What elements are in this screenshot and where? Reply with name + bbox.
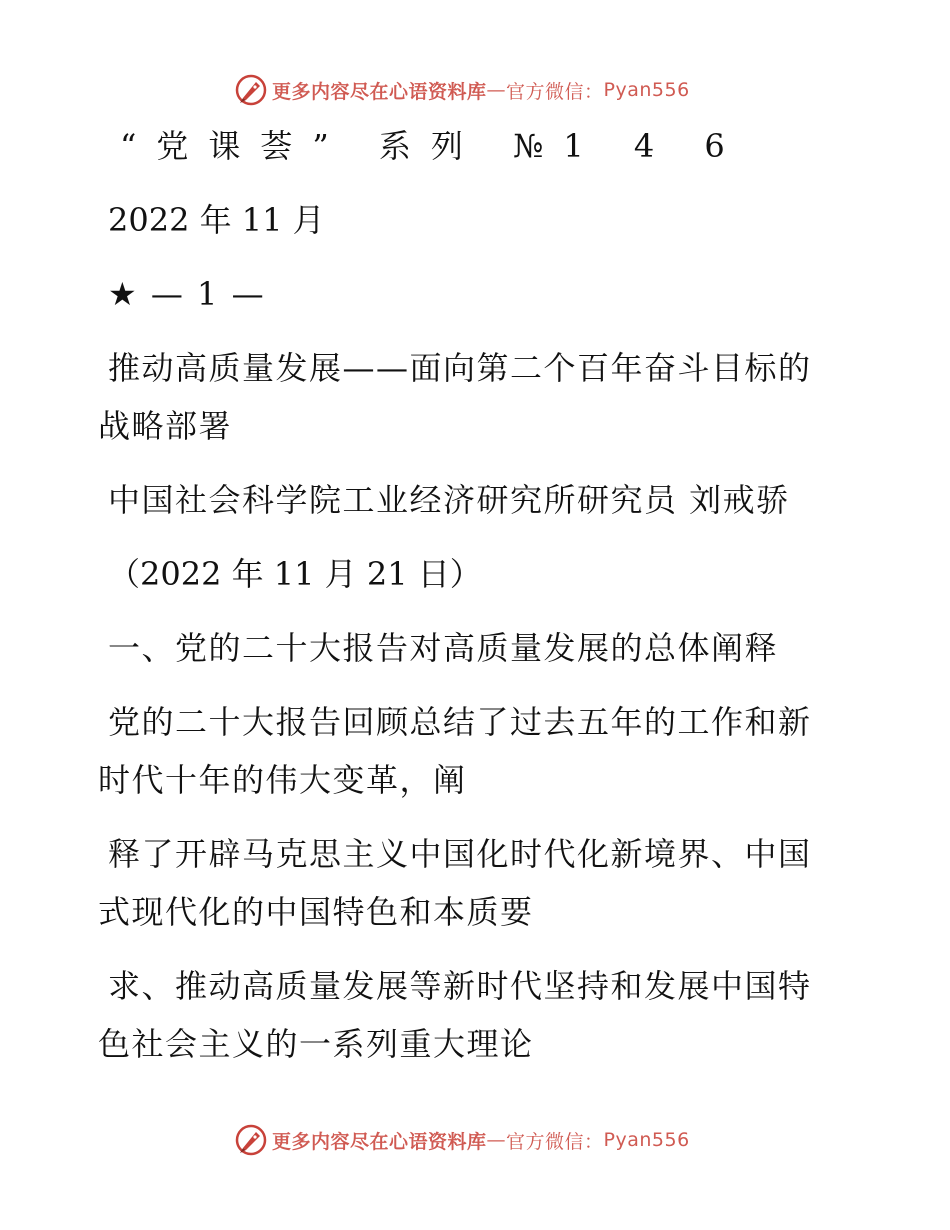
header-watermark <box>234 72 690 108</box>
watermark-dash: — <box>486 79 507 101</box>
issue-date: 2022 年 11 月 <box>108 201 325 239</box>
article-title-line-2: 战略部署 <box>98 407 233 445</box>
pen-nib-logo-icon <box>234 1123 268 1157</box>
series-line: “党课荟” 系列 №1 4 6 <box>120 127 745 165</box>
watermark-wechat-label: 官方微信： <box>506 1130 604 1153</box>
article-title-line-1: 推动高质量发展——面向第二个百年奋斗目标的 <box>108 349 812 387</box>
paragraph-1-line-1: 党的二十大报告回顾总结了过去五年的工作和新 <box>108 703 812 741</box>
paragraph-3-line-1: 求、推动高质量发展等新时代坚持和发展中国特 <box>108 967 812 1005</box>
pen-nib-logo-icon <box>234 73 268 107</box>
footer-watermark <box>234 1122 690 1158</box>
section-heading-1: 一、党的二十大报告对高质量发展的总体阐释 <box>108 629 779 667</box>
watermark-wechat-label: 官方微信： <box>506 80 604 103</box>
watermark-wechat-id: Pyan556 <box>603 1129 690 1151</box>
watermark-site-text: 更多内容尽在心语资料库 <box>272 1130 487 1153</box>
watermark-site-text: 更多内容尽在心语资料库 <box>272 80 487 103</box>
paragraph-1-line-2: 时代十年的伟大变革，阐 <box>98 761 467 799</box>
paragraph-2-line-2: 式现代化的中国特色和本质要 <box>98 893 534 931</box>
watermark-dash: — <box>486 1129 507 1151</box>
paragraph-2-line-1: 释了开辟马克思主义中国化时代化新境界、中国 <box>108 835 812 873</box>
star-page-marker: ★ — 1 — <box>108 275 266 313</box>
watermark-wechat-id: Pyan556 <box>603 79 690 101</box>
author-line: 中国社会科学院工业经济研究所研究员 刘戒骄 <box>108 481 790 519</box>
paragraph-3-line-2: 色社会主义的一系列重大理论 <box>98 1025 534 1063</box>
publication-date: （2022 年 11 月 21 日） <box>108 555 482 593</box>
